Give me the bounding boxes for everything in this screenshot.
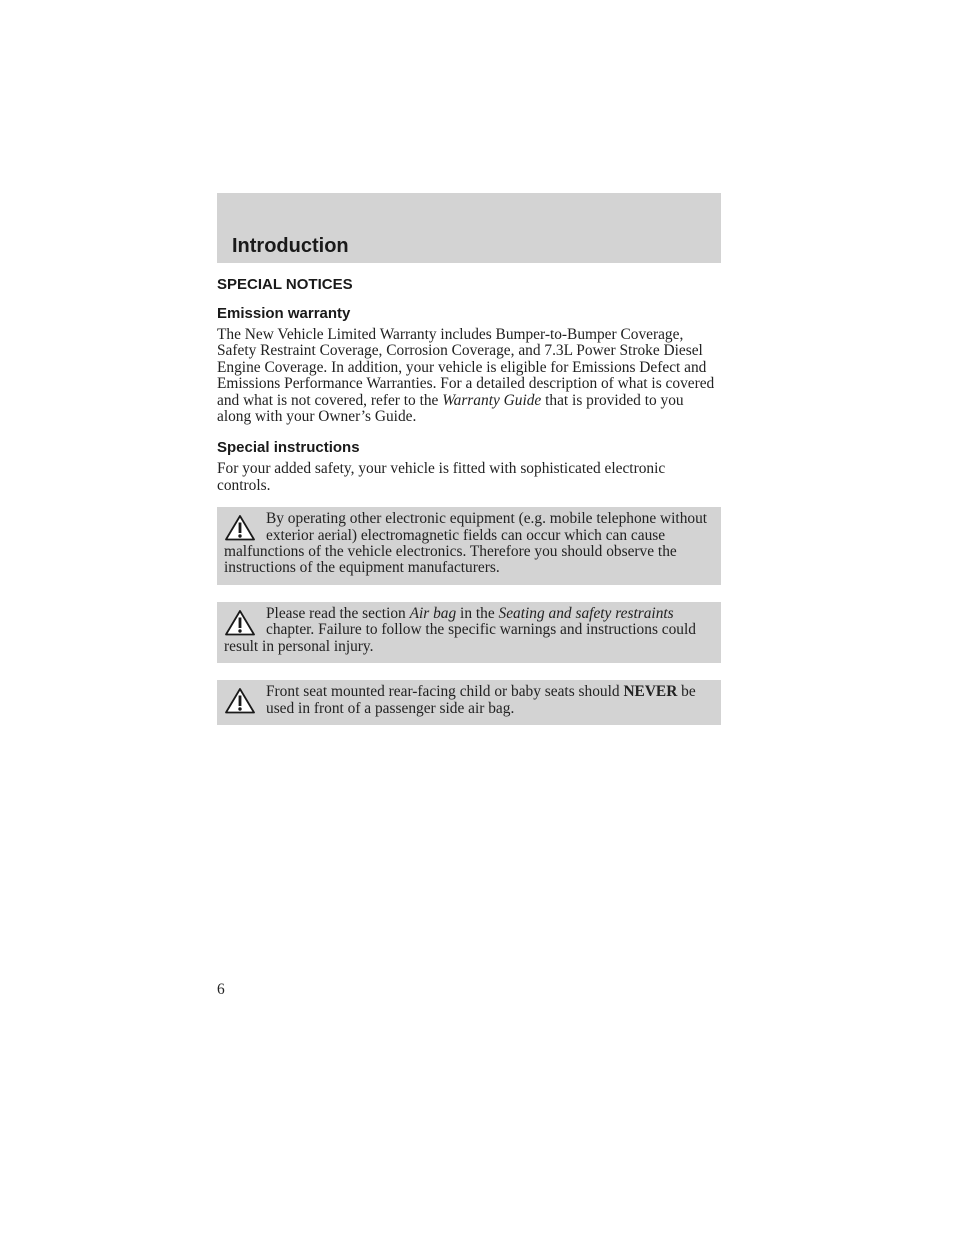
warning-box-air-bag-section [217, 602, 721, 663]
warning-triangle-icon [224, 514, 256, 542]
text-run: chapter. Failure to follow the specific warnings and instructions could result in personal injury. [224, 621, 696, 655]
warning-box-electronic-equipment [217, 507, 721, 585]
header-band [217, 193, 721, 263]
text-run: in the [456, 604, 499, 622]
emphasis-air-bag: Air bag [409, 604, 457, 622]
text-run: that is provided to you along with your Owner’s Guide. [217, 391, 684, 426]
text-run: be used in front of a passenger side air bag. [266, 683, 696, 717]
subheading-emission-warranty: Emission warranty [217, 305, 351, 322]
warning-text [224, 606, 715, 655]
paragraph-emission-warranty [217, 327, 721, 425]
main-content [217, 275, 721, 742]
emphasis-warranty-guide: Warranty Guide [442, 391, 542, 409]
text-run: Front seat mounted rear-facing child or baby seats should [266, 683, 624, 701]
warning-box-child-seats [217, 680, 721, 725]
warning-text: By operating other electronic equipment (e.g. mobile telephone without exterior aerial) electromagnetic fields can occur which can cause malfunctions of the vehicle electronics. Therefore you should observe the instructions of the equipment manufacturers. [224, 510, 708, 577]
emphasis-seating-safety: Seating and safety restraints [498, 604, 674, 622]
warning-triangle-icon [224, 609, 256, 637]
page-title: Introduction [232, 235, 349, 257]
warning-triangle-icon [224, 687, 256, 715]
page-number: 6 [217, 981, 225, 998]
text-run: Please read the section [266, 604, 410, 622]
paragraph-special-instructions: For your added safety, your vehicle is fitted with sophisticated electronic controls. [217, 460, 666, 494]
warning-text [224, 684, 715, 717]
strong-never: NEVER [623, 683, 678, 701]
subheading-special-instructions: Special instructions [217, 439, 360, 457]
text-run: The New Vehicle Limited Warranty includes Bumper-to-Bumper Coverage, Safety Restraint Coverage, Corrosion Coverage, and 7.3L Power Stroke Diesel Engine Coverage. In addition, your vehicle is eligible for Emissions Defect and Emissions Performance Warranties. For a detailed description of what is covered and what is not covered, refer to the [217, 326, 715, 409]
section-heading-special-notices: SPECIAL NOTICES [217, 276, 353, 293]
